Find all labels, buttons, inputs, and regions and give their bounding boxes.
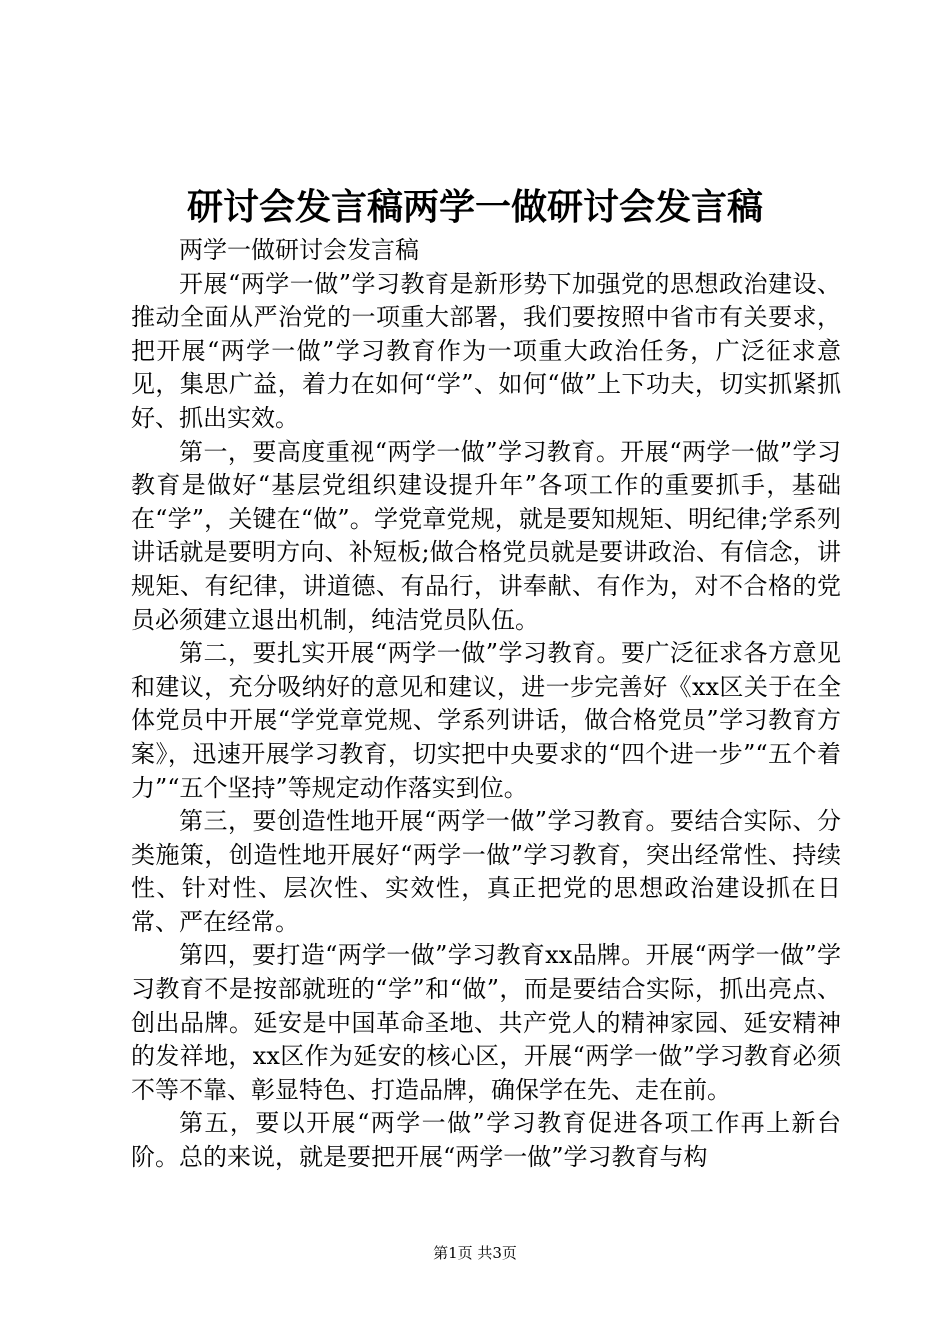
paragraph-third: 第三，要创造性地开展“两学一做”学习教育。要结合实际、分类施策，创造性地开展好“两学一做”学习教育，突出经常性、持续性、针对性、层次性、实效性，真正把党的思想政治建设抓在日常、严在经常。 (131, 807, 841, 936)
paragraph-intro: 开展“两学一做”学习教育是新形势下加强党的思想政治建设、推动全面从严治党的一项重大部署，我们要按照中省市有关要求，把开展“两学一做”学习教育作为一项重大政治任务，广泛征求意见，集思广益，着力在如何“学”、如何“做”上下功夫，切实抓紧抓好、抓出实效。 (131, 269, 841, 432)
paragraph-fifth: 第五，要以开展“两学一做”学习教育促进各项工作再上新台阶。总的来说，就是要把开展“两学一做”学习教育与构 (131, 1109, 841, 1172)
page-footer: 第1页 共3页 (433, 1244, 517, 1262)
paragraph-second: 第二，要扎实开展“两学一做”学习教育。要广泛征求各方意见和建议，充分吸纳好的意见和建议，进一步完善好《xx区关于在全体党员中开展“学党章党规、学系列讲话，做合格党员”学习教育方案》，迅速开展学习教育，切实把中央要求的“四个进一步”“五个着力”“五个坚持”等规定动作落实到位。 (131, 639, 841, 802)
paragraph-fourth: 第四，要打造“两学一做”学习教育xx品牌。开展“两学一做”学习教育不是按部就班的“学”和“做”，而是要结合实际，抓出亮点、创出品牌。延安是中国革命圣地、共产党人的精神家园、延安精神的发祥地，xx区作为延安的核心区，开展“两学一做”学习教育必须不等不靠、彰显特色、打造品牌，确保学在先、走在前。 (131, 941, 841, 1104)
paragraph-subtitle: 两学一做研讨会发言稿 (179, 236, 419, 264)
document-title: 研讨会发言稿两学一做研讨会发言稿 (186, 187, 763, 228)
document-body (131, 234, 841, 1175)
paragraph-first: 第一，要高度重视“两学一做”学习教育。开展“两学一做”学习教育是做好“基层党组织建设提升年”各项工作的重要抓手，基础在“学”，关键在“做”。学党章党规，就是要知规矩、明纪律;学系列讲话就是要明方向、补短板;做合格党员就是要讲政治、有信念，讲规矩、有纪律，讲道德、有品行，讲奉献、有作为，对不合格的党员必须建立退出机制，纯洁党员队伍。 (131, 437, 841, 634)
